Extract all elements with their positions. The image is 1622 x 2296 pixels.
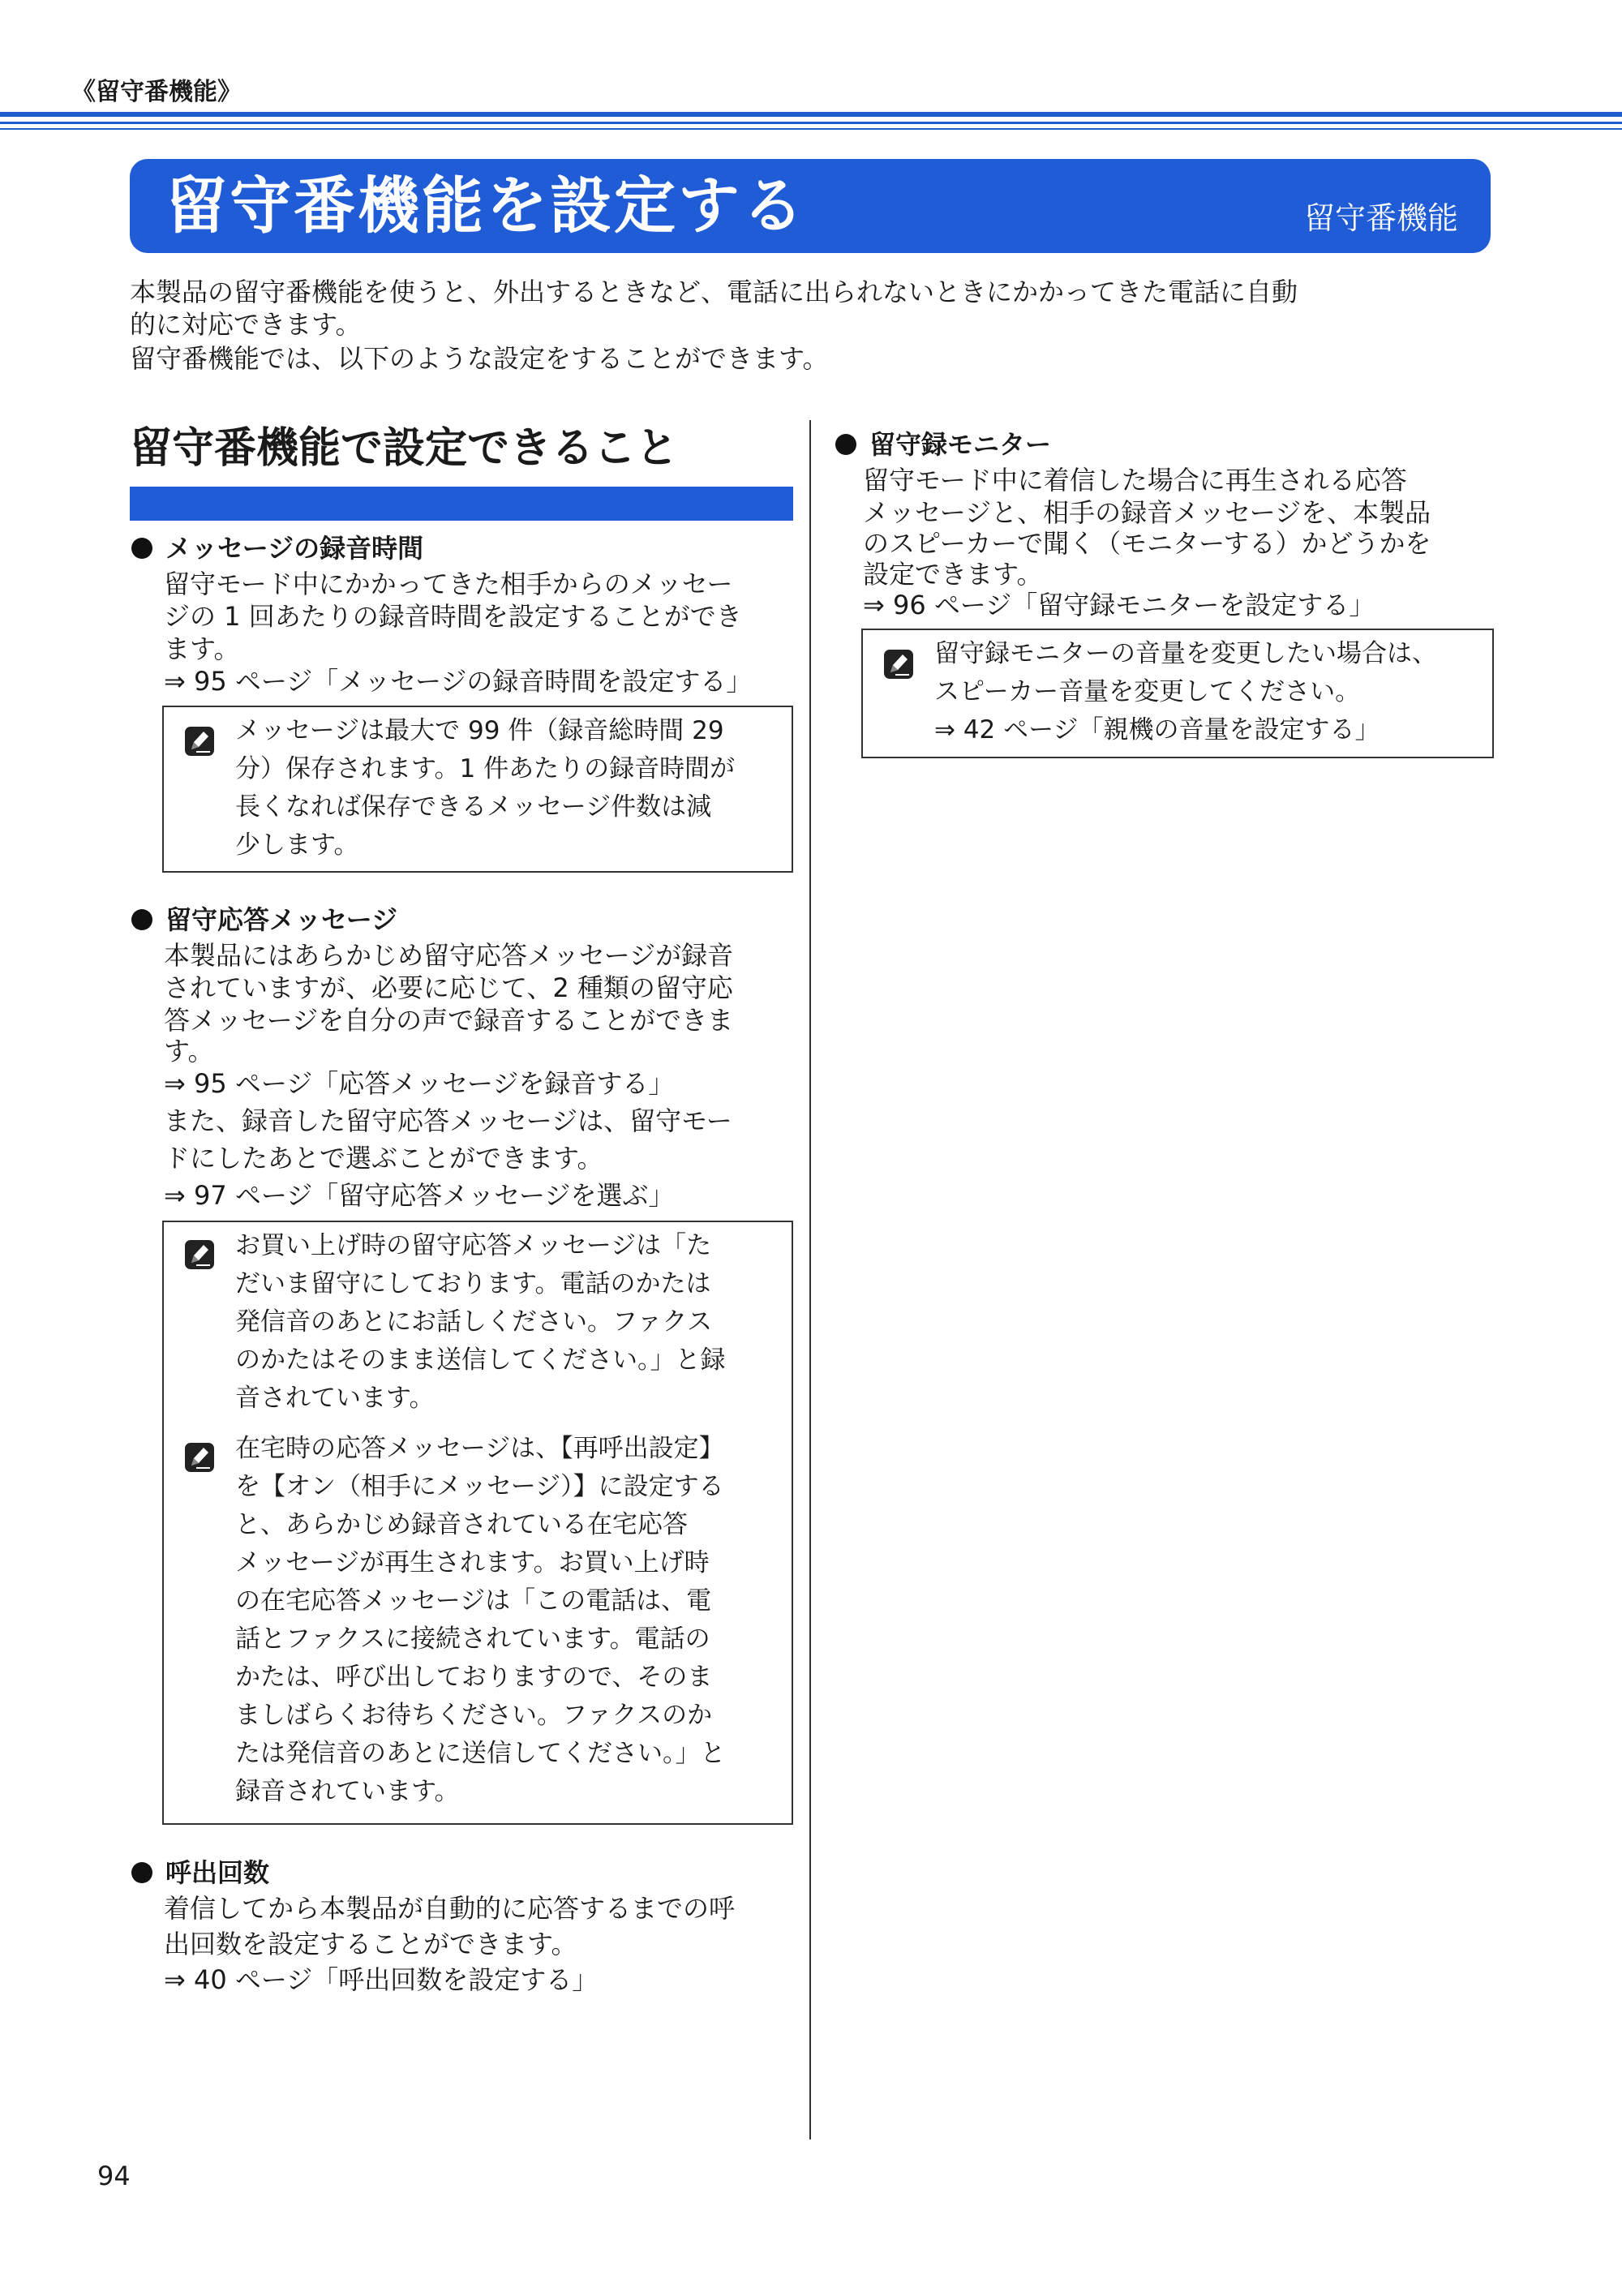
body-line: 答メッセージを自分の声で録音することができま <box>164 1005 734 1036</box>
page-reference: ⇒ 95 ページ「応答メッセージを録音する」 <box>164 1068 675 1099</box>
body-line: 出回数を設定することができます。 <box>164 1929 577 1959</box>
body-line: 本製品にはあらかじめ留守応答メッセージが録音 <box>164 940 734 971</box>
note-box <box>861 629 1494 758</box>
chapter-banner <box>130 159 1491 253</box>
bullet-dot-icon <box>835 434 856 455</box>
note-line: かたは、呼び出しておりますので、そのま <box>235 1663 713 1692</box>
bullet-heading-ring-count <box>131 1856 269 1890</box>
body-line: のスピーカーで聞く（モニターする）かどうかを <box>863 528 1431 559</box>
page-reference: ⇒ 42 ページ「親機の音量を設定する」 <box>934 715 1380 745</box>
body-line: 留守モード中に着信した場合に再生される応答 <box>863 465 1407 496</box>
memo-pencil-icon <box>183 1238 216 1271</box>
memo-pencil-icon <box>183 1441 216 1474</box>
heading-text: 呼出回数 <box>165 1857 270 1888</box>
bullet-dot-icon <box>131 538 152 559</box>
page-number: 94 <box>97 2161 131 2191</box>
body-line: ます。 <box>164 633 240 664</box>
note-line: メッセージが再生されます。お買い上げ時 <box>235 1548 710 1577</box>
page-reference: ⇒ 95 ページ「メッセージの録音時間を設定する」 <box>164 666 753 697</box>
memo-pencil-icon <box>183 725 216 757</box>
header-rule-thick <box>0 112 1622 117</box>
note-line: 発信音のあとにお話しください。ファクス <box>235 1307 713 1337</box>
heading-text: 留守応答メッセージ <box>165 904 398 935</box>
note-box <box>162 706 793 873</box>
page-reference: ⇒ 97 ページ「留守応答メッセージを選ぶ」 <box>164 1180 675 1211</box>
memo-pencil-icon <box>882 648 915 680</box>
bullet-dot-icon <box>131 909 152 930</box>
heading-text: メッセージの録音時間 <box>165 533 424 564</box>
section-title-bar <box>130 487 793 521</box>
note-line: 音されています。 <box>235 1384 435 1413</box>
note-line: の在宅応答メッセージは「この電話は、電 <box>235 1586 712 1616</box>
note-line: と、あらかじめ録音されている在宅応答 <box>235 1510 688 1539</box>
note-line: たは発信音のあとに送信してください。」と <box>235 1739 726 1768</box>
note-line: だいま留守にしております。電話のかたは <box>235 1269 711 1298</box>
note-line: を【オン（相手にメッセージ）】に設定する <box>235 1472 724 1501</box>
running-head: 《留守番機能》 <box>71 78 242 106</box>
bullet-heading-monitor <box>835 427 1051 461</box>
note-line: 少します。 <box>235 830 359 860</box>
note-line: お買い上げ時の留守応答メッセージは「た <box>235 1231 712 1260</box>
body-line: また、録音した留守応答メッセージは、留守モー <box>164 1105 732 1136</box>
header-rule-thin-2 <box>0 128 1622 130</box>
heading-text: 留守録モニター <box>869 429 1052 460</box>
page-reference: ⇒ 40 ページ「呼出回数を設定する」 <box>164 1964 599 1995</box>
note-line: 分）保存されます。1 件あたりの録音時間が <box>235 754 736 783</box>
chapter-tag: 留守番機能 <box>1303 200 1458 236</box>
body-line: 設定できます。 <box>863 559 1043 590</box>
note-line: 録音されています。 <box>235 1777 460 1806</box>
body-line: す。 <box>164 1036 214 1066</box>
note-line: メッセージは最大で 99 件（録音総時間 29 <box>235 716 724 745</box>
note-line: 長くなれば保存できるメッセージ件数は減 <box>235 792 712 822</box>
intro-line: 本製品の留守番機能を使うと、外出するときなど、電話に出られないときにかかってきた電話に自動 <box>130 277 1298 307</box>
intro-line: 留守番機能では、以下のような設定をすることができます。 <box>130 343 829 374</box>
body-line: メッセージと、相手の録音メッセージを、本製品 <box>863 497 1431 528</box>
body-line: ドにしたあとで選ぶことができます。 <box>164 1143 603 1174</box>
body-line: ジの 1 回あたりの録音時間を設定することができ <box>164 601 742 632</box>
section-title: 留守番機能で設定できること <box>130 424 679 473</box>
body-line: 着信してから本製品が自動的に応答するまでの呼 <box>164 1893 736 1924</box>
header-rule-thin <box>0 122 1622 124</box>
note-line: 留守録モニターの音量を変更したい場合は、 <box>934 639 1437 668</box>
note-line: のかたはそのまま送信してください。」と録 <box>235 1345 726 1375</box>
body-line: されていますが、必要に応じて、2 種類の留守応 <box>164 972 733 1003</box>
column-divider <box>809 420 811 2139</box>
note-line: 在宅時の応答メッセージは、【再呼出設定】 <box>235 1434 724 1463</box>
bullet-heading-recording-time <box>131 531 423 565</box>
bullet-heading-greeting <box>131 903 397 937</box>
page-reference: ⇒ 96 ページ「留守録モニターを設定する」 <box>863 590 1375 620</box>
note-box <box>162 1221 793 1825</box>
body-line: 留守モード中にかかってきた相手からのメッセー <box>164 569 733 599</box>
note-line: 話とファクスに接続されています。電話の <box>235 1624 710 1654</box>
page-title: 留守番機能を設定する <box>165 170 806 242</box>
intro-line: 的に対応できます。 <box>130 309 362 340</box>
note-line: ましばらくお待ちください。ファクスのか <box>235 1701 713 1730</box>
bullet-dot-icon <box>131 1862 152 1883</box>
note-line: スピーカー音量を変更してください。 <box>934 677 1361 706</box>
